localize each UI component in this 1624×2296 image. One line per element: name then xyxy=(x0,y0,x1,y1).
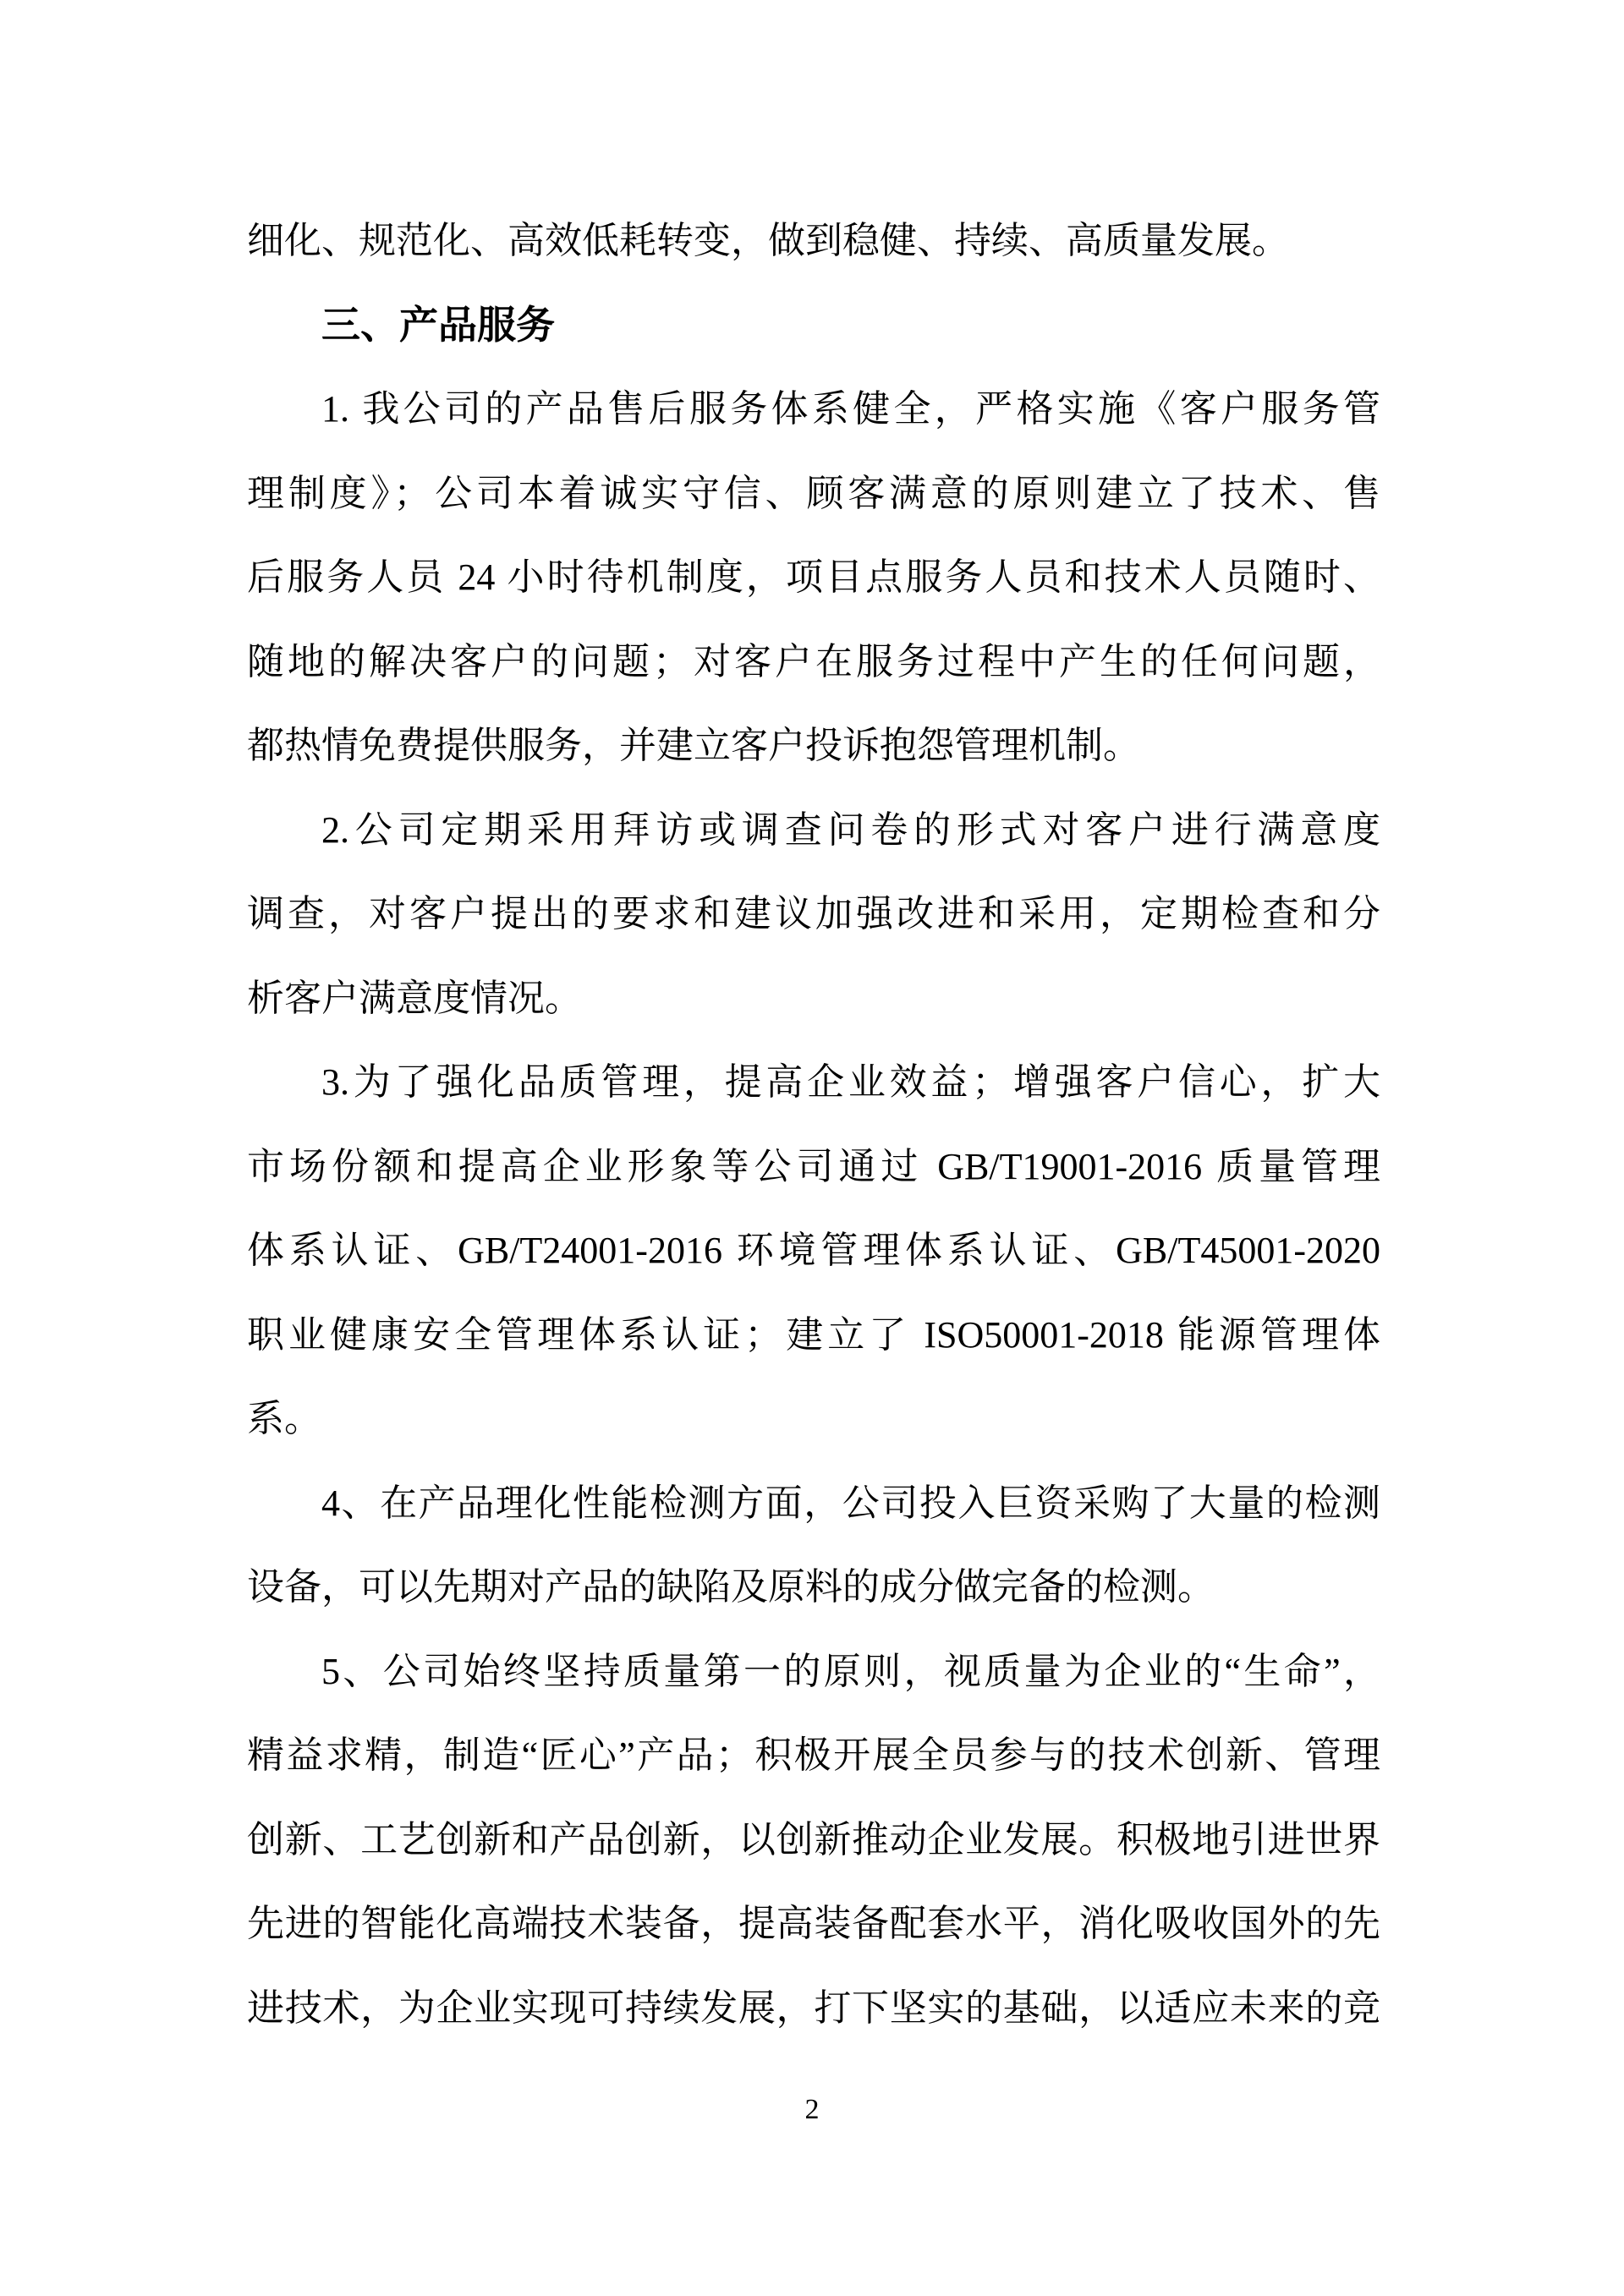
text-line: 调查，对客户提出的要求和建议加强改进和采用，定期检查和分 xyxy=(247,893,1380,934)
text-line: 3.为了强化品质管理，提高企业效益；增强客户信心，扩大 xyxy=(321,1061,1380,1103)
text-line: 体系认证、GB/T24001-2016 环境管理体系认证、GB/T45001-2020 xyxy=(247,1230,1380,1271)
text-line: 先进的智能化高端技术装备，提高装备配套水平，消化吸收国外的先 xyxy=(247,1903,1380,1944)
text-line: 细化、规范化、高效低耗转变，做到稳健、持续、高质量发展。 xyxy=(247,220,1289,261)
text-line: 析客户满意度情况。 xyxy=(247,977,582,1019)
text-line: 理制度》；公司本着诚实守信、顾客满意的原则建立了技术、售 xyxy=(247,472,1380,514)
text-line: 精益求精，制造“匠心”产品；积极开展全员参与的技术创新、管理 xyxy=(247,1734,1380,1776)
text-line: 随地的解决客户的问题；对客户在服务过程中产生的任何问题， xyxy=(247,640,1380,682)
text-line: 5、公司始终坚持质量第一的原则，视质量为企业的“生命”， xyxy=(321,1650,1380,1692)
section-heading: 三、产品服务 xyxy=(321,303,555,347)
text-line: 1. 我公司的产品售后服务体系健全，严格实施《客户服务管 xyxy=(321,388,1380,430)
document-text-block xyxy=(247,199,1380,2050)
text-line: 4、在产品理化性能检测方面，公司投入巨资采购了大量的检测 xyxy=(321,1482,1380,1524)
text-line: 进技术，为企业实现可持续发展，打下坚实的基础，以适应未来的竞 xyxy=(247,1986,1380,2029)
page-number: 2 xyxy=(804,2094,820,2125)
text-line: 2.公司定期采用拜访或调查问卷的形式对客户进行满意度 xyxy=(321,808,1380,851)
text-line: 系。 xyxy=(247,1398,321,1439)
text-line: 市场份额和提高企业形象等公司通过 GB/T19001-2016 质量管理 xyxy=(247,1145,1380,1187)
text-line: 创新、工艺创新和产品创新，以创新推动企业发展。积极地引进世界 xyxy=(247,1818,1380,1860)
text-line: 职业健康安全管理体系认证；建立了 ISO50001-2018 能源管理体 xyxy=(247,1313,1380,1356)
text-line: 后服务人员 24 小时待机制度，项目点服务人员和技术人员随时、 xyxy=(247,556,1380,598)
text-line: 设备，可以先期对产品的缺陷及原料的成分做完备的检测。 xyxy=(247,1566,1215,1608)
text-line: 都热情免费提供服务，并建立客户投诉抱怨管理机制。 xyxy=(247,725,1140,766)
